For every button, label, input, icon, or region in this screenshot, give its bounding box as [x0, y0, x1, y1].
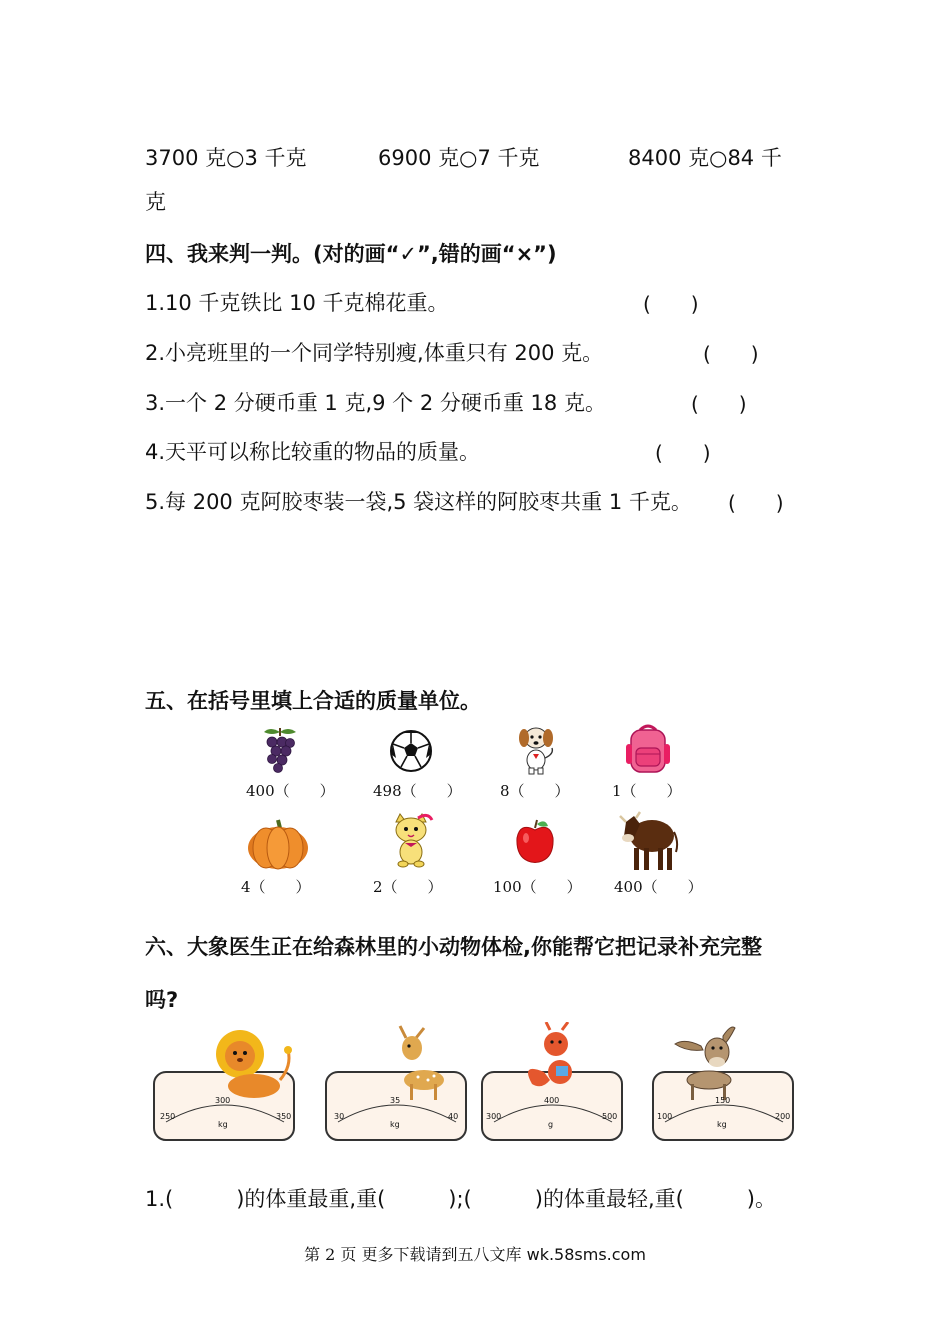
- judge-item-1: 1.10 千克铁比 10 千克棉花重。: [145, 291, 449, 315]
- scale-lion: [152, 1022, 296, 1142]
- scale-lion-unit: kg: [218, 1120, 228, 1129]
- scale-squirrel-unit: g: [548, 1120, 554, 1129]
- footer-page-text: 第 2 页 更多下载请到五八文库: [304, 1245, 522, 1264]
- scale-donkey-unit: kg: [717, 1120, 727, 1129]
- checkup-heading-line2: 吗?: [145, 988, 179, 1012]
- judge-paren-1[interactable]: ( ): [643, 292, 699, 316]
- scale-donkey: [651, 1022, 795, 1142]
- scale-deer-left: 30: [334, 1112, 345, 1121]
- scale-donkey-right: 200: [775, 1112, 791, 1121]
- scale-lion-left: 250: [160, 1112, 176, 1121]
- apple-icon: [514, 818, 556, 864]
- scale-squirrel: [480, 1022, 624, 1142]
- scale-lion-right: 350: [276, 1112, 292, 1121]
- checkup-question-1: 1.( )的体重最重,重( );( )的体重最轻,重( )。: [145, 1187, 777, 1211]
- unit-label-cow: 400（ ）: [614, 878, 703, 896]
- footer-site-link[interactable]: wk.58sms.com: [526, 1245, 646, 1264]
- cow-icon: [616, 808, 680, 874]
- judge-item-2: 2.小亮班里的一个同学特别瘦,体重只有 200 克。: [145, 341, 604, 365]
- compare-wrap: 克: [145, 190, 166, 214]
- unit-label-pumpkin: 4（ ）: [241, 878, 311, 896]
- unit-label-backpack: 1（ ）: [612, 782, 682, 800]
- pumpkin-icon: [246, 816, 310, 872]
- scale-deer-mid: 35: [390, 1096, 401, 1105]
- kitten-icon: [386, 812, 436, 870]
- unit-label-grapes: 400（ ）: [246, 782, 335, 800]
- judge-item-4: 4.天平可以称比较重的物品的质量。: [145, 440, 481, 464]
- checkup-heading-line1: 六、大象医生正在给森林里的小动物体检,你能帮它把记录补充完整: [145, 935, 762, 959]
- page-footer: [0, 1242, 950, 1265]
- scale-squirrel-right: 500: [602, 1112, 618, 1121]
- unit-label-ball: 498（ ）: [373, 782, 462, 800]
- unit-label-kitten: 2（ ）: [373, 878, 443, 896]
- judge-paren-3[interactable]: ( ): [691, 392, 747, 416]
- unit-label-puppy: 8（ ）: [500, 782, 570, 800]
- scale-deer: [324, 1022, 468, 1142]
- compare-item-1: 3700 克○3 千克: [145, 146, 307, 170]
- unit-label-apple: 100（ ）: [493, 878, 582, 896]
- scale-deer-unit: kg: [390, 1120, 400, 1129]
- judge-heading: 四、我来判一判。(对的画“✓”,错的画“×”): [145, 242, 557, 266]
- compare-item-3: 8400 克○84 千: [628, 146, 782, 170]
- judge-item-5: 5.每 200 克阿胶枣装一袋,5 袋这样的阿胶枣共重 1 千克。: [145, 490, 692, 514]
- grapes-icon: [258, 724, 302, 776]
- puppy-icon: [514, 724, 560, 776]
- judge-paren-5[interactable]: ( ): [728, 491, 784, 515]
- scale-donkey-mid: 150: [715, 1096, 731, 1105]
- judge-paren-4[interactable]: ( ): [655, 441, 711, 465]
- compare-item-2: 6900 克○7 千克: [378, 146, 540, 170]
- scale-donkey-left: 100: [657, 1112, 673, 1121]
- scale-squirrel-left: 300: [486, 1112, 502, 1121]
- soccer-ball-icon: [388, 728, 434, 774]
- backpack-icon: [624, 722, 672, 776]
- units-heading: 五、在括号里填上合适的质量单位。: [145, 689, 481, 713]
- scale-squirrel-mid: 400: [544, 1096, 560, 1105]
- scale-deer-right: 40: [448, 1112, 459, 1121]
- judge-item-3: 3.一个 2 分硬币重 1 克,9 个 2 分硬币重 18 克。: [145, 391, 606, 415]
- scale-lion-mid: 300: [215, 1096, 231, 1105]
- judge-paren-2[interactable]: ( ): [703, 342, 759, 366]
